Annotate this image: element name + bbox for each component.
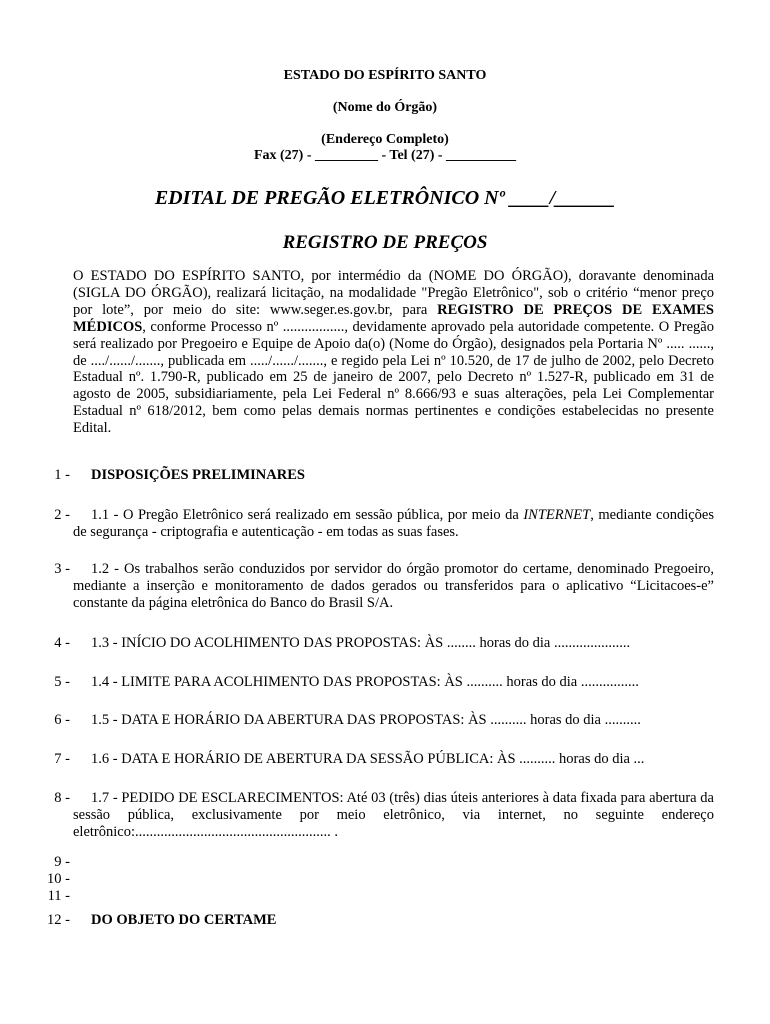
item-number: 4 - [54,635,70,651]
item-number: 5 - [54,674,70,690]
item-number: 1 - [54,467,70,483]
item-number: 6 - [54,712,70,728]
item-text: 1.2 - Os trabalhos serão conduzidos por servidor do órgão promotor do certame, denominado Pregoeiro, mediante a inserção e monitoramento de dados gerados ou transferidos para o aplicativo “Licitacoes-e” constante da página eletrônica do Banco do Brasil S/A. [73,561,714,611]
item-number: 9 - [54,854,70,870]
item-text: 1.3 - INÍCIO DO ACOLHIMENTO DAS PROPOSTAS: ÀS ........ horas do dia ..................... [91,635,631,651]
item-number: 7 - [54,751,70,767]
intro-bold-object: REGISTRO DE PREÇOS DE EXAMES MÉDICOS [73,301,714,335]
intro-paragraph [73,268,714,437]
document-subtitle: REGISTRO DE PREÇOS [282,232,488,253]
item-number: 12 - [47,912,70,928]
item-number: 8 - [54,790,70,806]
header-organ: (Nome do Órgão) [332,100,438,115]
header-contact: Fax (27) - _________ - Tel (27) - __________ [253,148,517,163]
section-heading: DISPOSIÇÕES PRELIMINARES [91,467,305,483]
intro-text-2: , conforme Processo nº ................., devidamente aprovado pela autoridade competente. O Pregão será realizado por Pregoeiro e Equipe de Apoio da(o) (Nome do Órgão), designados pela Portaria Nº ..... ......, de ..../....../......., publicada em ...../....../......., e regido pela Lei nº 10.520, de 17 de julho de 2002, pelo Decreto Estadual nº. 1.790-R, publicado em 25 de janeiro de 2007, pelo Decreto nº 1.527-R, publicado em 31 de agosto de 2005, subsidiariamente, pela Lei Federal nº 8.666/93 e suas alterações, pela Lei Complementar Estadual nº 618/2012, bem como pelas demais normas pertinentes e condições estabelecidas no presente Edital. [73,318,714,437]
item-number: 3 - [54,561,70,577]
intro-text-1: O ESTADO DO ESPÍRITO SANTO, por intermédio da (NOME DO ÓRGÃO), doravante denominada (SIGLA DO ÓRGÃO), realizará licitação, na modalidade "Pregão Eletrônico", sob o critério “menor preço por lote”, por meio do site: www.seger.es.gov.br, para [73,268,714,318]
item-number: 10 - [47,871,70,887]
section-heading: DO OBJETO DO CERTAME [91,912,277,928]
item-number: 11 - [47,888,70,904]
item-text: 1.1 - O Pregão Eletrônico será realizado em sessão pública, por meio da INTERNET, mediante condições de segurança - criptografia e autenticação - em todas as suas fases. [73,507,714,540]
item-number: 2 - [54,507,70,523]
item-text: 1.7 - PEDIDO DE ESCLARECIMENTOS: Até 03 (três) dias úteis anteriores à data fixada para abertura da sessão pública, exclusivamente por meio eletrônico, via internet, no seguinte endereço eletrônico:...................................................... . [73,790,714,840]
item-text: 1.5 - DATA E HORÁRIO DA ABERTURA DAS PROPOSTAS: ÀS .......... horas do dia .......... [91,712,641,728]
header-state: ESTADO DO ESPÍRITO SANTO [283,68,487,83]
header-address: (Endereço Completo) [321,132,449,147]
item-text: 1.6 - DATA E HORÁRIO DE ABERTURA DA SESSÃO PÚBLICA: ÀS .......... horas do dia ... [91,751,645,767]
internet-term: INTERNET [523,507,591,523]
document-title: EDITAL DE PREGÃO ELETRÔNICO Nº ____/______ [154,187,616,209]
item-text: 1.4 - LIMITE PARA ACOLHIMENTO DAS PROPOSTAS: ÀS .......... horas do dia ................ [91,674,639,690]
